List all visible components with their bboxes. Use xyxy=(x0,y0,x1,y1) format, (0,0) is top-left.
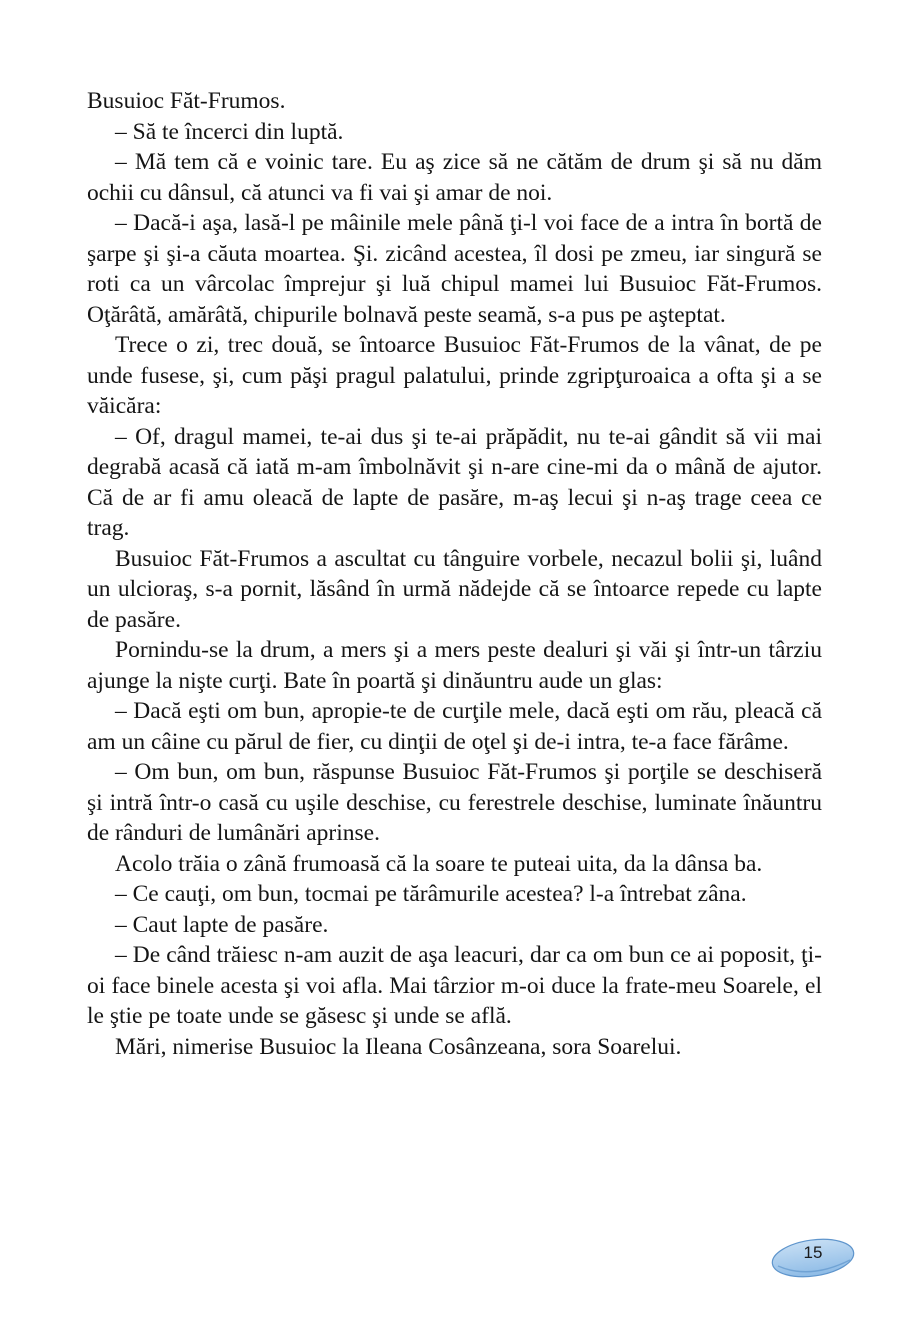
page-number: 15 xyxy=(803,1243,823,1262)
paragraph: – De când trăiesc n-am auzit de aşa leacuri, dar ca om bun ce ai poposit, ţi-oi face binele acesta şi voi afla. Mai târzior m-oi duce la frate-meu Soarele, el le ştie pe toate unde se găsesc şi unde se află. xyxy=(87,942,822,1029)
paragraph: Pornindu-se la drum, a mers şi a mers peste dealuri şi văi şi într-un târziu ajunge la nişte curţi. Bate în poartă şi dinăuntru aude un glas: xyxy=(87,637,822,694)
paragraph: – Of, dragul mamei, te-ai dus şi te-ai prăpădit, nu te-ai gândit să vii mai degrabă acasă că iată m-am îmbolnăvit şi n-are cine-mi da o mână de ajutor. Că de ar fi amu oleacă de lapte de pasăre, m-aş lecui şi n-aş trage ceea ce trag. xyxy=(87,423,822,541)
paragraph: Acolo trăia o zână frumoasă că la soare te puteai uita, da la dânsa ba. xyxy=(115,850,763,877)
paragraph: – Dacă-i aşa, lasă-l pe mâinile mele până ţi-l voi face de a intra în bortă de şarpe şi şi-a căuta moartea. Şi. zicând acestea, îl dosi pe zmeu, iar singură se roti ca un vârcolac împrejur şi luă chipul mamei lui Busuioc Făt-Frumos. Oţărâtă, amărâtă, chipurile bolnavă peste seamă, s-a pus pe aşteptat. xyxy=(87,210,822,328)
paragraph: – Ce cauţi, om bun, tocmai pe tărâmurile acestea? l-a întrebat zâna. xyxy=(115,881,747,907)
paragraph: Trece o zi, trec două, se întoarce Busuioc Făt-Frumos de la vânat, de pe unde fusese, şi, cum păşi pragul palatului, prinde zgripţuroaica a ofta şi a se văicăra: xyxy=(87,332,822,419)
paragraph: – Caut lapte de pasăre. xyxy=(115,911,329,938)
page-number-badge xyxy=(770,1236,856,1280)
paragraph: – Om bun, om bun, răspunse Busuioc Făt-Frumos şi porţile se deschiseră şi intră într-o casă cu uşile deschise, cu ferestrele deschise, luminate înăuntru de rânduri de lumânări aprinse. xyxy=(87,759,822,846)
paragraph: – Mă tem că e voinic tare. Eu aş zice să ne cătăm de drum şi să nu dăm ochii cu dânsul, că atunci va fi vai şi amar de noi. xyxy=(87,149,822,206)
paragraph: – Dacă eşti om bun, apropie-te de curţile mele, dacă eşti om rău, pleacă că am un câine cu părul de fier, cu dinţii de oţel şi de-i intra, te-a face fărâme. xyxy=(87,698,822,755)
page-body xyxy=(87,86,822,1062)
paragraph: Mări, nimerise Busuioc la Ileana Cosânzeana, sora Soarelui. xyxy=(115,1033,682,1060)
paragraph: – Să te încerci din luptă. xyxy=(115,118,344,145)
paragraph: Busuioc Făt-Frumos. xyxy=(87,88,286,114)
paragraph: Busuioc Făt-Frumos a ascultat cu tânguire vorbele, necazul bolii şi, luând un ulcioraş, s-a pornit, lăsând în urmă nădejde că se întoarce repede cu lapte de pasăre. xyxy=(87,545,822,633)
